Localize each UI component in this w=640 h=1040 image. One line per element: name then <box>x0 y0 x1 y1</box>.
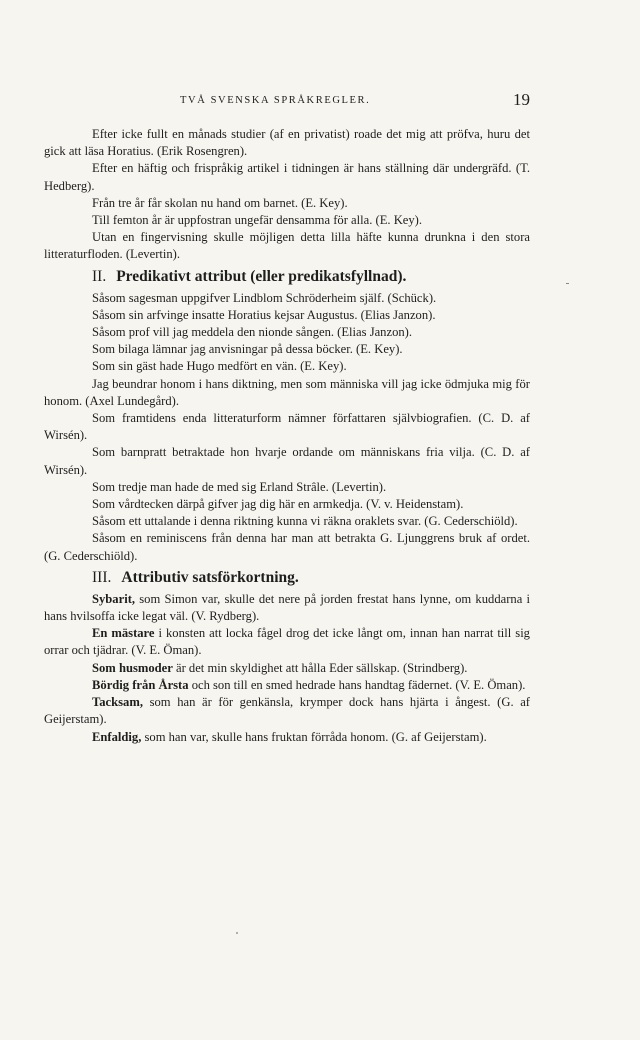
section-number: II. <box>92 267 107 285</box>
intro-paragraph: Efter icke fullt en månads studier (af en privatist) roade det mig att pröfva, huru det gick att läsa Horatius. (Erik Rosengren). <box>44 127 530 159</box>
example-lead: Bördig från Årsta <box>92 677 189 692</box>
example-lead: Enfaldig, <box>92 729 142 744</box>
section-heading-3 <box>92 567 530 589</box>
page-body <box>44 126 530 746</box>
section-number: III. <box>92 568 112 586</box>
example-rest: är det min skyldighet att hålla Eder sällskap. (Strindberg). <box>172 660 468 675</box>
example-paragraph <box>44 729 530 746</box>
margin-mark <box>566 283 569 284</box>
example-lead: Sybarit, <box>92 591 136 606</box>
example-rest: som han är för genkänsla, krymper dock hans hjärta i ångest. (G. af Geijerstam). <box>44 695 530 727</box>
print-speck <box>236 932 238 934</box>
example-paragraph: Såsom prof vill jag meddela den nionde sången. (Elias Janzon). <box>92 325 413 340</box>
example-paragraph <box>44 625 530 659</box>
intro-paragraph: Från tre år får skolan nu hand om barnet. (E. Key). <box>92 195 348 210</box>
example-paragraph: Som vårdtecken därpå gifver jag dig här en armkedja. (V. v. Heidenstam). <box>92 497 464 512</box>
intro-paragraph: Utan en fingervisning skulle möjligen detta lilla häfte kunna drunkna i den stora litteraturfloden. (Levertin). <box>44 230 530 262</box>
example-rest: som Simon var, skulle det nere på jorden frestat hans lynne, om kuddarna i hans hvilsoffa icke legat väl. (V. Rydberg). <box>44 591 530 624</box>
example-paragraph: Jag beundrar honom i hans diktning, men som människa vill jag icke ödmjuka mig för honom. (Axel Lundegård). <box>44 376 530 408</box>
section-title: Attributiv satsförkortning. <box>121 568 299 586</box>
example-paragraph: Såsom ett uttalande i denna riktning kunna vi räkna oraklets svar. (G. Cederschiöld). <box>92 514 518 529</box>
example-paragraph: Såsom sagesman uppgifver Lindblom Schröderheim själf. (Schück). <box>92 290 437 305</box>
example-lead: En mästare <box>92 626 155 641</box>
example-rest: som han var, skulle hans fruktan förråda honom. (G. af Geijerstam). <box>141 729 487 744</box>
example-paragraph: Som framtidens enda litteraturform nämner författaren självbiografien. (C. D. af Wirsén). <box>44 411 530 443</box>
example-lead: Tacksam, <box>92 695 143 710</box>
intro-paragraph: Till femton år är uppfostran ungefär densamma för alla. (E. Key). <box>92 213 423 228</box>
page-number: 19 <box>513 90 530 109</box>
example-paragraph <box>44 694 530 728</box>
example-paragraph: Såsom en reminiscens från denna har man att betrakta G. Ljunggrens bruk af ordet. (G. Cederschiöld). <box>44 531 530 563</box>
section-heading-2 <box>92 266 530 288</box>
example-paragraph: Som tredje man hade de med sig Erland Strâle. (Levertin). <box>92 479 387 494</box>
example-paragraph <box>44 677 530 694</box>
running-title: TVÅ SVENSKA SPRÅKREGLER. <box>180 95 371 106</box>
page-header <box>44 90 530 112</box>
example-paragraph: Som barnpratt betraktade hon hvarje ordande om människans fria vilja. (C. D. af Wirsén). <box>44 445 530 477</box>
example-paragraph: Som sin gäst hade Hugo medfört en vän. (E. Key). <box>92 359 347 374</box>
example-paragraph <box>44 660 530 677</box>
example-rest: och son till en smed hedrade hans handtag fädernet. (V. E. Öman). <box>188 677 526 692</box>
section-title: Predikativt attribut (eller predikatsfyllnad). <box>116 267 407 285</box>
example-rest: i konsten att locka fågel drog det icke långt om, innan han narrat till sig orrar och tjädrar. (V. E. Öman). <box>44 626 530 658</box>
example-paragraph <box>44 591 530 625</box>
example-paragraph: Såsom sin arfvinge insatte Horatius kejsar Augustus. (Elias Janzon). <box>92 307 436 322</box>
example-paragraph: Som bilaga lämnar jag anvisningar på dessa böcker. (E. Key). <box>92 342 403 357</box>
example-lead: Som husmoder <box>92 660 173 675</box>
intro-paragraph: Efter en häftig och frispråkig artikel i tidningen är hans ställning där undergräfd. (T. Hedberg). <box>44 161 530 193</box>
